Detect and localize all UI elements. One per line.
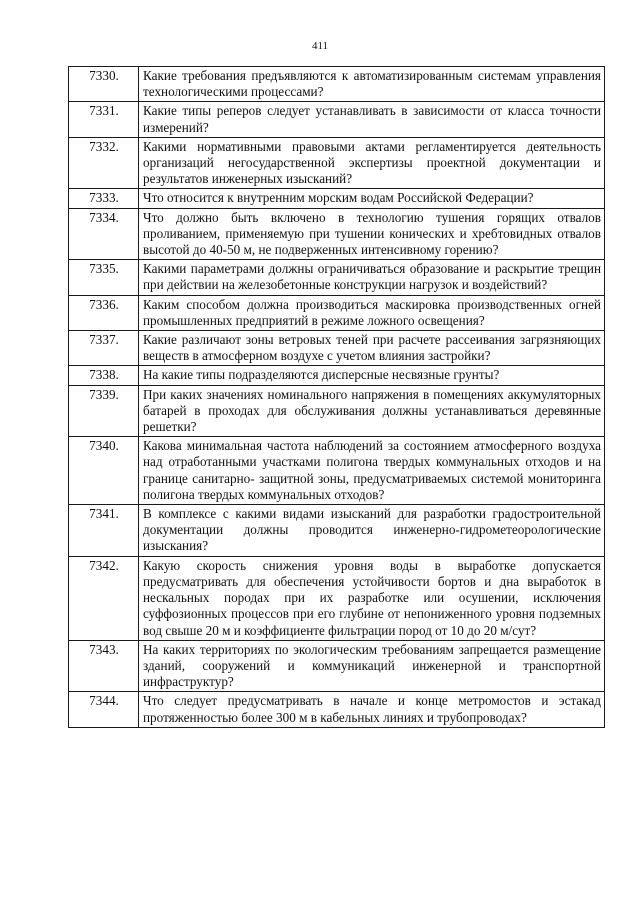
page-number: 411	[311, 40, 329, 52]
question-number: 7337.	[69, 331, 139, 366]
question-text: Какие типы реперов следует устанавливать в зависимости от класса точности измерений?	[139, 102, 605, 137]
table-row	[69, 295, 605, 330]
question-text: Что должно быть включено в технологию тушения горящих отвалов проливанием, применяемую при тушении конических и хребтовидных отвалов высотой до 40-50 м, не подверженных интенсивному горению?	[139, 208, 605, 260]
question-number: 7344.	[69, 692, 139, 727]
table-row	[69, 260, 605, 295]
table-row	[69, 366, 605, 385]
question-text: При каких значениях номинального напряжения в помещениях аккумуляторных батарей в проходах для обслуживания должны устанавливаться деревянные решетки?	[139, 385, 605, 437]
question-number: 7330.	[69, 67, 139, 102]
question-number: 7336.	[69, 295, 139, 330]
table-row	[69, 137, 605, 189]
question-number: 7333.	[69, 189, 139, 208]
question-text: Что относится к внутренним морским водам Российской Федерации?	[139, 189, 605, 208]
question-text: Какими параметрами должны ограничиваться образование и раскрытие трещин при действии на железобетонные конструкции нагрузок и воздействий?	[139, 260, 605, 295]
question-text: На каких территориях по экологическим требованиям запрещается размещение зданий, сооружений и коммуникаций инженерной и транспортной инфраструктур?	[139, 640, 605, 692]
table-row	[69, 437, 605, 505]
question-text: Каким способом должна производиться маскировка производственных огней промышленных предприятий в режиме ложного освещения?	[139, 295, 605, 330]
question-text: В комплексе с какими видами изысканий для разработки градостроительной документации должны проводится инженерно-гидрометеорологические изыскания?	[139, 505, 605, 557]
question-number: 7331.	[69, 102, 139, 137]
table-row	[69, 208, 605, 260]
table-row	[69, 189, 605, 208]
question-text: Какую скорость снижения уровня воды в выработке допускается предусматривать для обеспечения устойчивости бортов и дна выработок в нескальных породах при их разработке или осушении, исключения суффозионных процессов при его глубине от непониженного уровня подземных вод свыше 20 м и коэффициенте фильтрации пород от 10 до 20 м/сут?	[139, 556, 605, 640]
question-number: 7332.	[69, 137, 139, 189]
question-text: На какие типы подразделяются дисперсные несвязные грунты?	[139, 366, 605, 385]
table-row	[69, 331, 605, 366]
question-text: Какие требования предъявляются к автоматизированным системам управления технологическими процессами?	[139, 67, 605, 102]
question-number: 7334.	[69, 208, 139, 260]
table-row	[69, 67, 605, 102]
question-text: Какова минимальная частота наблюдений за состоянием атмосферного воздуха над отработанными участками полигона твердых коммунальных отходов и на границе санитарно- защитной зоны, предусматриваемых системой мониторинга полигона твердых коммунальных отходов?	[139, 437, 605, 505]
table-row	[69, 385, 605, 437]
table-row	[69, 556, 605, 640]
table-row	[69, 640, 605, 692]
question-text: Что следует предусматривать в начале и конце метромостов и эстакад протяженностью более 300 м в кабельных линиях и трубопроводах?	[139, 692, 605, 727]
question-number: 7339.	[69, 385, 139, 437]
question-number: 7343.	[69, 640, 139, 692]
question-number: 7335.	[69, 260, 139, 295]
question-number: 7342.	[69, 556, 139, 640]
question-number: 7341.	[69, 505, 139, 557]
question-number: 7338.	[69, 366, 139, 385]
question-text: Какие различают зоны ветровых теней при расчете рассеивания загрязняющих веществ в атмосферном воздухе с учетом влияния застройки?	[139, 331, 605, 366]
question-number: 7340.	[69, 437, 139, 505]
question-text: Какими нормативными правовыми актами регламентируется деятельность организаций негосударственной экспертизы проектной документации и результатов инженерных изысканий?	[139, 137, 605, 189]
table-row	[69, 692, 605, 727]
questions-table	[68, 66, 605, 728]
table-row	[69, 505, 605, 557]
table-row	[69, 102, 605, 137]
